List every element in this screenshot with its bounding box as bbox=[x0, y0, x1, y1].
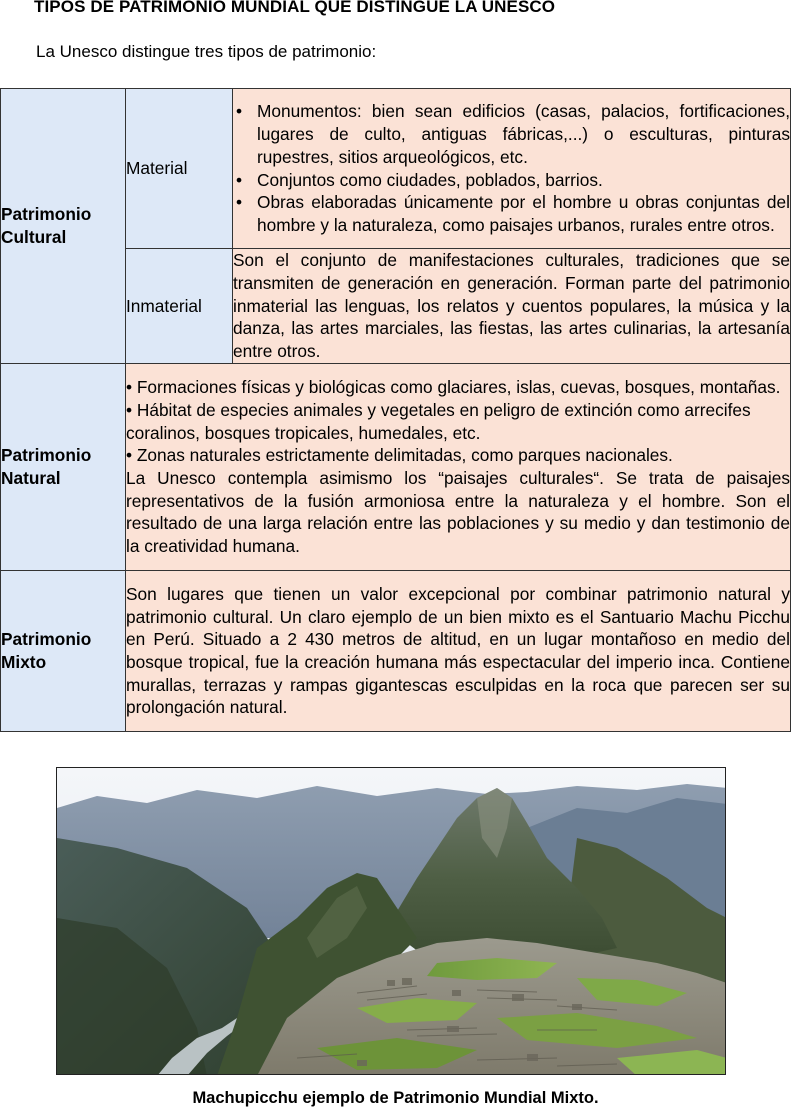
cultural-label-line2: Cultural bbox=[1, 227, 67, 247]
natural-paragraph: La Unesco contempla asimismo los “paisajes culturales“. Se trata de paisajes representativos de la fusión armoniosa entre la naturaleza y el hombre. Son el resultado de una larga relación entre las poblaciones y su medio y dan testimonio de la creatividad humana. bbox=[126, 468, 790, 557]
inmaterial-label: Inmaterial bbox=[126, 249, 233, 364]
page-title: TIPOS DE PATRIMONIO MUNDIAL QUE DISTINGUE LA UNESCO bbox=[34, 0, 556, 16]
mixto-content: Son lugares que tienen un valor excepcional por combinar patrimonio natural y patrimonio cultural. Un claro ejemplo de un bien mixto es el Santuario Machu Picchu en Perú. Situado a 2 430 metros de altitud, en un lugar montañoso en medio del bosque tropical, fue la creación humana más espectacular del imperio inca. Contiene murallas, terrazas y rampas gigantescas esculpidas en la roca que parecen ser su prolongación natural. bbox=[126, 571, 791, 732]
natural-item: • Formaciones físicas y biológicas como glaciares, islas, cuevas, bosques, montañas. bbox=[126, 377, 781, 398]
cultural-label-line1: Patrimonio bbox=[1, 204, 92, 225]
material-item: • Conjuntos como ciudades, poblados, barrios. bbox=[236, 169, 603, 190]
mixto-label-cell bbox=[1, 571, 126, 732]
cultural-material-row bbox=[1, 89, 791, 249]
natural-label-line1: Patrimonio bbox=[1, 445, 92, 466]
natural-content bbox=[126, 364, 791, 571]
natural-item: • Hábitat de especies animales y vegetales en peligro de extinción como arrecifes coralinos, bosques tropicales, humedales, etc. bbox=[126, 399, 751, 443]
natural-label-line2: Natural bbox=[1, 468, 61, 488]
material-item: • Monumentos: bien sean edificios (casas, palacios, fortificaciones, lugares de culto, antiguas fábricas,...) o esculturas, pinturas rupestres, sitios arqueológicos, etc. bbox=[236, 101, 790, 167]
machu-picchu-photo bbox=[56, 767, 726, 1075]
bullet-icon: • bbox=[236, 101, 243, 122]
mixto-row bbox=[1, 571, 791, 732]
material-content bbox=[233, 89, 791, 249]
natural-item: • Zonas naturales estrictamente delimitadas, como parques nacionales. bbox=[126, 445, 673, 466]
natural-row bbox=[1, 364, 791, 571]
material-item: • Obras elaboradas únicamente por el hombre u obras conjuntas del hombre y la naturaleza, como paisajes urbanos, rurales entre otros. bbox=[236, 192, 790, 235]
heritage-table bbox=[0, 88, 791, 732]
bullet-icon: • bbox=[236, 192, 243, 213]
photo-caption: Machupicchu ejemplo de Patrimonio Mundial Mixto. bbox=[192, 1089, 599, 1107]
bullet-icon: • bbox=[236, 169, 243, 190]
machu-picchu-illustration bbox=[57, 768, 726, 1075]
intro-text: La Unesco distingue tres tipos de patrimonio: bbox=[36, 42, 377, 61]
material-label: Material bbox=[126, 89, 233, 249]
natural-label-cell bbox=[1, 364, 126, 571]
mixto-label-line1: Patrimonio bbox=[1, 629, 92, 650]
mixto-label-line2: Mixto bbox=[1, 652, 47, 672]
inmaterial-content: Son el conjunto de manifestaciones culturales, tradiciones que se transmiten de generación en generación. Forman parte del patrimonio inmaterial las lenguas, los relatos y cuentos populares, la música y la danza, las artes marciales, las fiestas, las artes culinarias, la artesanía entre otros. bbox=[233, 249, 791, 364]
cultural-label-cell bbox=[1, 89, 126, 364]
